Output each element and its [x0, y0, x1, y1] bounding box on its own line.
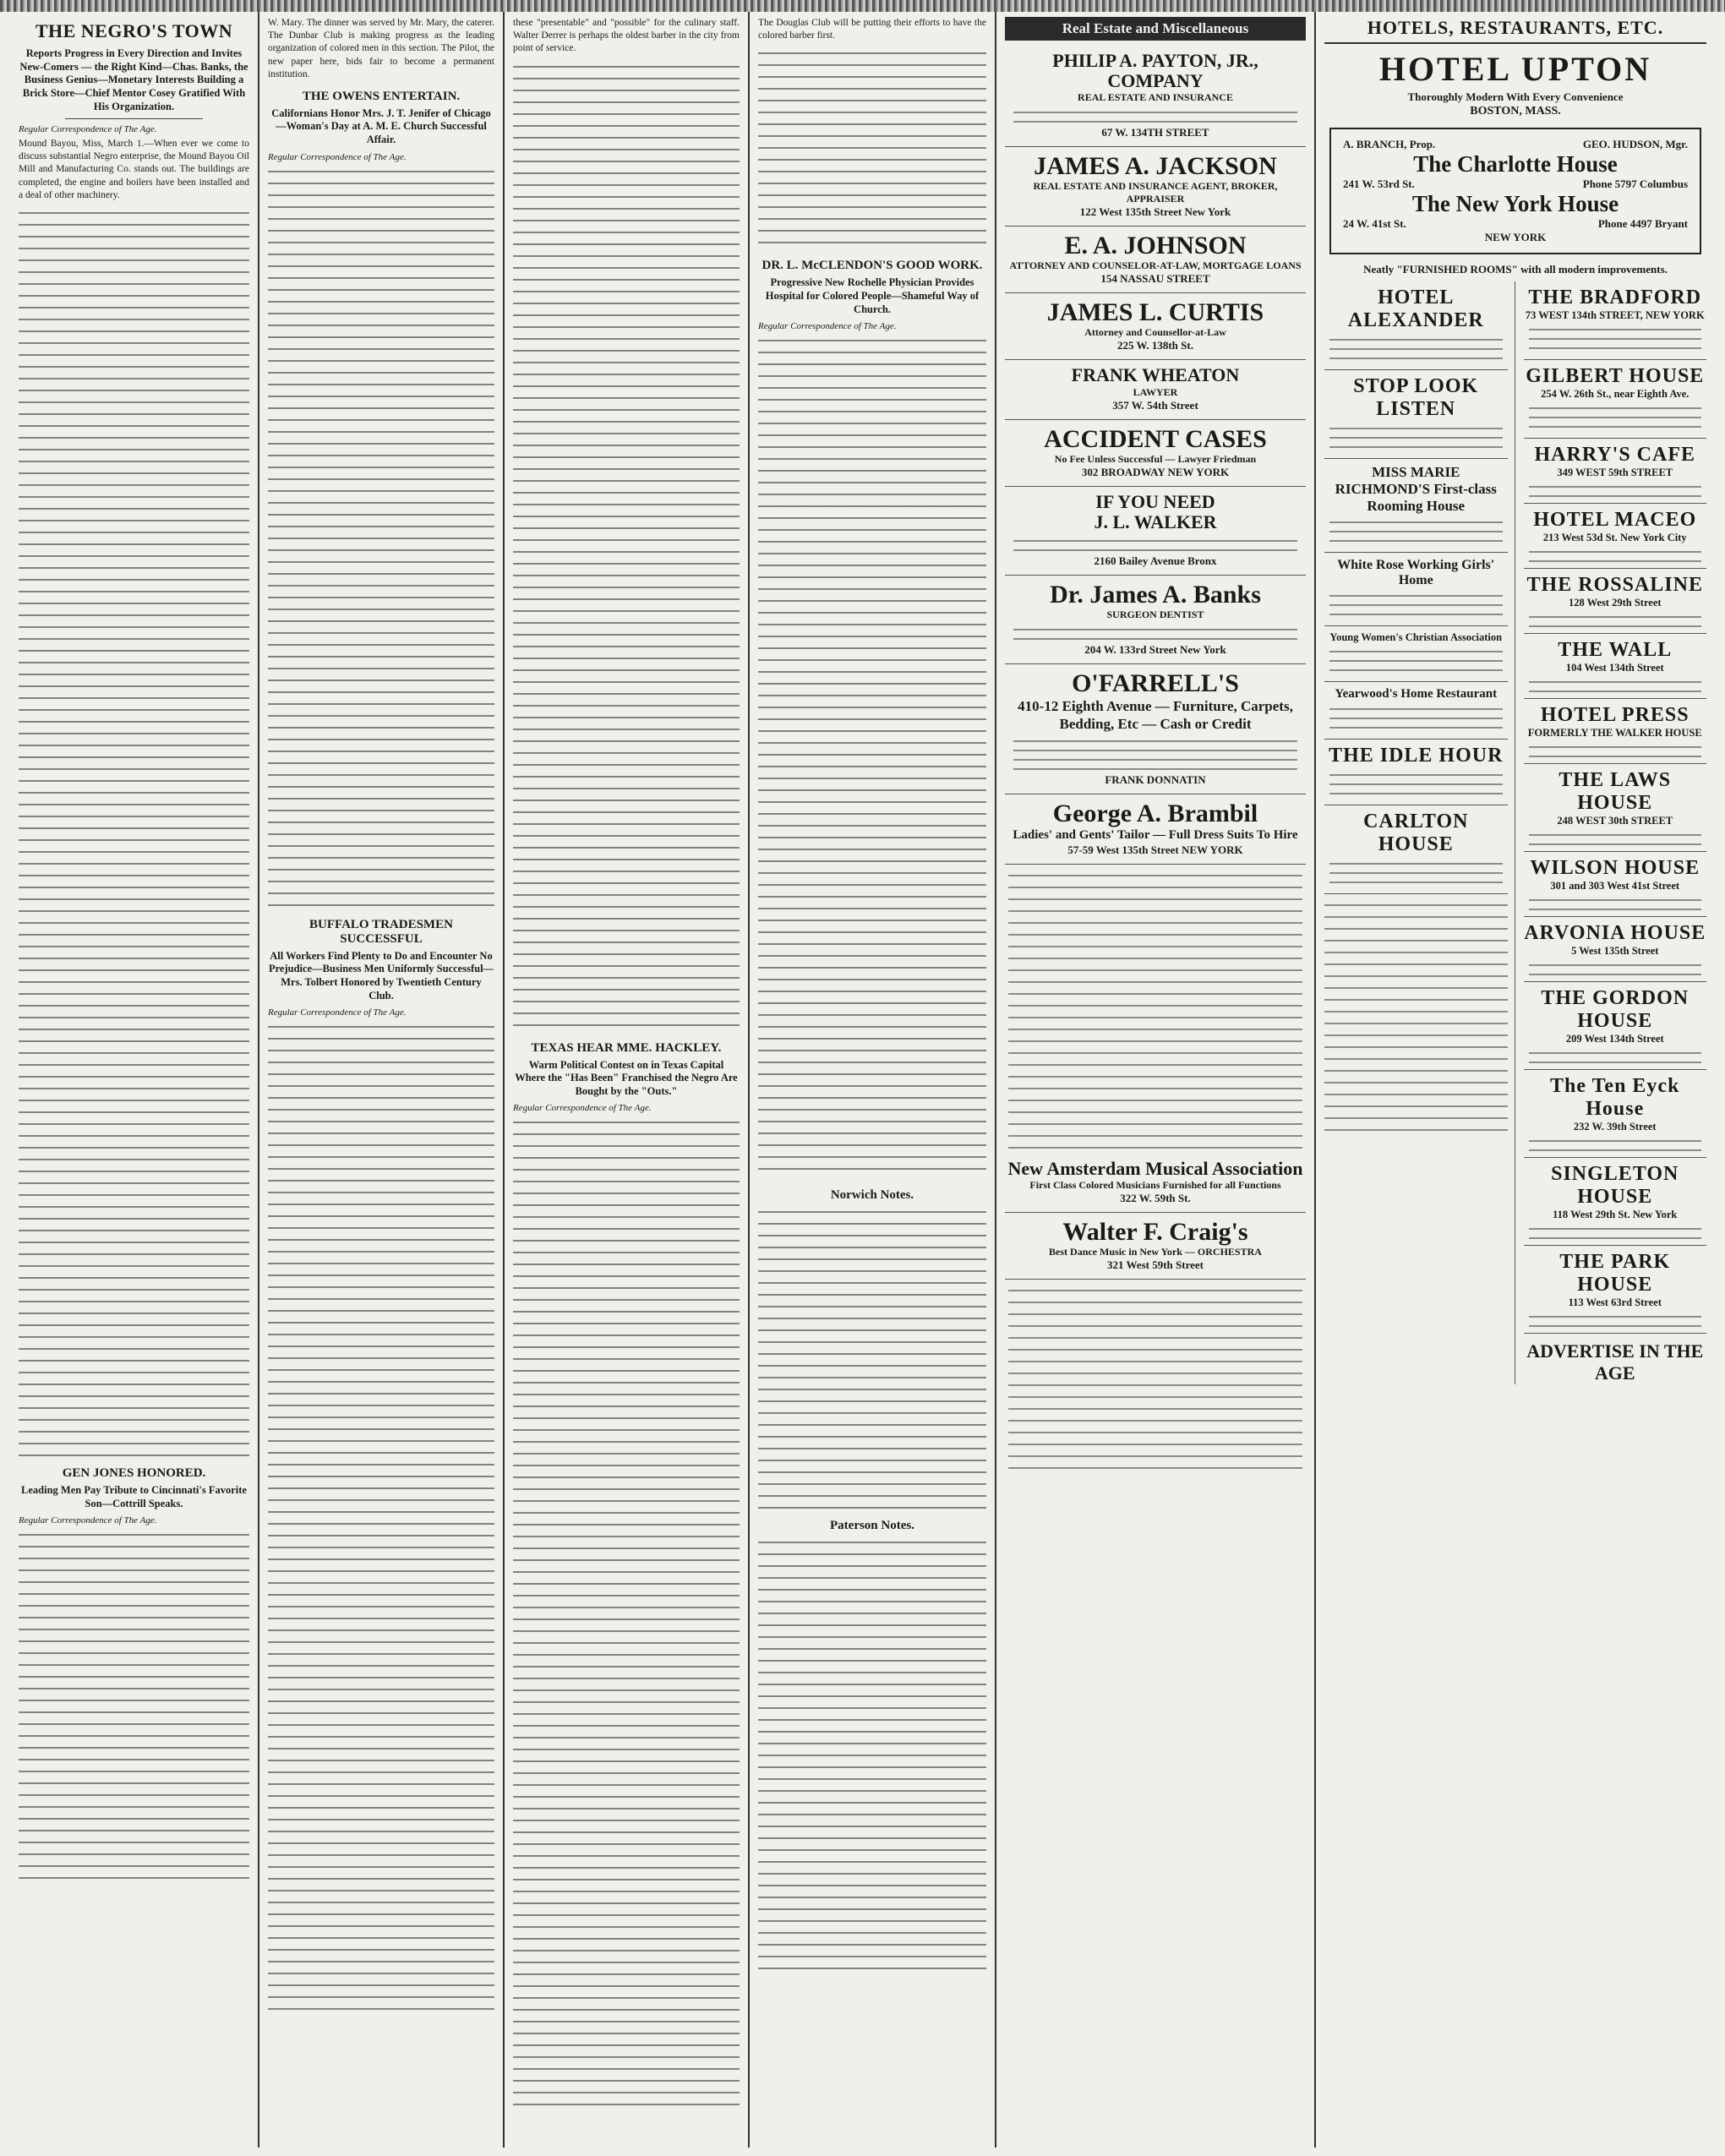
article-body-text: [758, 1206, 986, 1510]
ad-fine-print: [1013, 736, 1297, 773]
ad-sub: 410-12 Eighth Avenue — Furniture, Carpets, Bedding, Etc — Cash or Credit: [1018, 697, 1293, 733]
ad-fine-print: [1329, 591, 1503, 620]
hotel-name: THE LAWS HOUSE: [1559, 769, 1672, 814]
ad-address: 302 BROADWAY NEW YORK: [1081, 465, 1230, 478]
ad-fine-print: [1329, 423, 1503, 452]
hotel-name: THE BRADFORD: [1528, 287, 1702, 308]
hotel-name: STOP LOOK LISTEN: [1353, 375, 1479, 420]
hotel-ad: [1524, 1158, 1707, 1246]
ad-sub: First Class Colored Musicians Furnished for all Functions: [1029, 1179, 1281, 1192]
article-lead: The Douglas Club will be putting their efforts to have the colored barber first.: [758, 18, 986, 41]
column-4: [750, 12, 996, 2148]
ad-name: FRANK WHEATON: [1071, 364, 1240, 386]
ad-fine-print: [1013, 536, 1297, 554]
column-5-ads: [996, 12, 1316, 2148]
hotel-address: 73 WEST 134th STREET, NEW YORK: [1525, 309, 1705, 321]
ad-name: George A. Brambil: [1052, 800, 1258, 828]
box-phone: Phone 4497 Bryant: [1597, 216, 1688, 230]
ad-wheaton: [1005, 360, 1306, 419]
headline: TEXAS HEAR MME. HACKLEY.: [531, 1040, 722, 1055]
byline: Regular Correspondence of The Age.: [19, 124, 157, 135]
ad-walker: [1005, 487, 1306, 576]
ad-fine-print: [1529, 403, 1702, 432]
article-body-text: [758, 335, 986, 1180]
hotel-name: HOTEL ALEXANDER: [1347, 287, 1484, 331]
article-body-text: [19, 207, 249, 1458]
ad-address: FRANK DONNATIN: [1105, 773, 1206, 787]
hotel-address: 118 West 29th St. New York: [1553, 1209, 1678, 1220]
article-body-text: [758, 1536, 986, 1976]
ad-name: JAMES L. CURTIS: [1046, 298, 1264, 327]
article-body-text: [268, 166, 494, 909]
ad-white-rose: [1324, 553, 1508, 626]
hotel-name: HARRY'S CAFE: [1534, 444, 1695, 466]
ad-fine-print: [1329, 704, 1503, 733]
headline: Paterson Notes.: [830, 1519, 914, 1533]
hotel-address: 104 West 134th Street: [1565, 662, 1664, 674]
hotel-address: 213 West 53d St. New York City: [1542, 532, 1687, 543]
ad-fine-print: [1529, 895, 1702, 910]
ad-alexander: [1324, 281, 1508, 370]
hotel-address: 5 West 135th Street: [1571, 945, 1659, 957]
byline: Regular Correspondence of The Age.: [19, 1515, 157, 1526]
ad-sub: REAL ESTATE AND INSURANCE AGENT, BROKER, APPRAISER: [1033, 180, 1278, 205]
column-6-hotels: [1316, 12, 1715, 2148]
hotel-listings: [1324, 281, 1706, 1384]
ad-sub: J. L. WALKER: [1094, 510, 1217, 532]
hotel-ad: [1524, 982, 1707, 1070]
ad-fine-print: [1529, 612, 1702, 627]
hotel-ad: [1524, 569, 1707, 634]
hotel-ad: [1524, 439, 1707, 504]
headline: THE NEGRO'S TOWN: [35, 20, 233, 41]
ad-name: Dr. James A. Banks: [1050, 580, 1261, 609]
hotel-name: HOTEL PRESS: [1540, 704, 1690, 726]
ad-richmond: [1324, 459, 1508, 553]
article-body-text: [758, 47, 986, 250]
hotel-address: 128 West 29th Street: [1568, 597, 1662, 609]
ad-fine-print: [1529, 1224, 1702, 1239]
ad-fine-print: [1013, 625, 1297, 643]
ad-sub: Best Dance Music in New York — ORCHESTRA: [1049, 1246, 1262, 1258]
ad-name: O'FARRELL'S: [1072, 669, 1239, 697]
article-body-text: [1008, 870, 1302, 1149]
deck: Progressive New Rochelle Physician Provides Hospital for Colored People—Shameful Way of Church.: [765, 276, 980, 315]
box-address: 241 W. 53rd St.: [1343, 177, 1415, 190]
box-proprietors: [1343, 138, 1688, 151]
ad-address: 204 W. 133rd Street New York: [1084, 642, 1226, 656]
hotel-ad: [1524, 281, 1707, 360]
hotel-ad: [1524, 360, 1707, 439]
ad-address: 321 West 59th Street: [1107, 1258, 1204, 1272]
box-prop-left: A. BRANCH, Prop.: [1343, 137, 1436, 150]
ad-craig: [1005, 1213, 1306, 1280]
ad-fine-print: [1329, 859, 1503, 887]
hotel-ad: [1524, 764, 1707, 852]
hotel-name: The Charlotte House: [1413, 150, 1618, 177]
ad-sub: LAWYER: [1133, 385, 1178, 398]
deck: All Workers Find Plenty to Do and Encounter No Prejudice—Business Men Uniformly Successful—Mrs. Tolbert Honored by Twentieth Century Club.: [268, 949, 494, 1002]
hotel-upton-address: BOSTON, MASS.: [1470, 105, 1561, 118]
ad-name: PHILIP A. PAYTON, JR., COMPANY: [1052, 50, 1258, 92]
ad-fine-print: [1329, 517, 1503, 546]
ad-new-amsterdam: [1005, 1154, 1306, 1213]
hotel-name: THE ROSSALINE: [1526, 574, 1703, 596]
ad-fine-print: [1529, 547, 1702, 562]
hotel-name: THE IDLE HOUR: [1329, 745, 1504, 767]
hotel-subcol-right: [1524, 281, 1707, 1384]
hotel-ad: [1524, 634, 1707, 699]
hotel-name: WILSON HOUSE: [1530, 857, 1700, 879]
ad-address: 154 NASSAU STREET: [1100, 272, 1210, 286]
box-city: [1343, 231, 1688, 244]
ad-sub: No Fee Unless Successful — Lawyer Friedman: [1054, 452, 1257, 465]
article-lead: Mound Bayou, Miss, March 1.—When ever we come to discuss substantial Negro enterprise, the Mound Bayou Oil Mill and Manufacturing Co. stands out. The buildings are completed, the engine and boilers have been installed and a deal of other machinery.: [19, 139, 249, 200]
ad-accident: [1005, 420, 1306, 487]
article-lead: these "presentable" and "possible" for the culinary staff. Walter Derrer is perhaps the oldest barber in the city from point of service.: [513, 18, 740, 54]
ad-name: IF YOU NEED: [1095, 490, 1215, 512]
byline: Regular Correspondence of The Age.: [513, 1103, 652, 1114]
hotel-name: White Rose Working Girls' Home: [1337, 558, 1495, 587]
charlotte-newyork-box: [1329, 128, 1701, 254]
ad-fine-print: [1529, 677, 1702, 692]
hotel-upton-title: HOTEL UPTON: [1378, 50, 1652, 88]
hotel-name: GILBERT HOUSE: [1526, 365, 1705, 387]
hotel-ad: [1524, 917, 1707, 982]
ad-sub: REAL ESTATE AND INSURANCE: [1078, 91, 1233, 104]
section-band: HOTELS, RESTAURANTS, ETC.: [1324, 17, 1706, 44]
hotel-name: MISS MARIE RICHMOND'S First-class Rooming House: [1335, 464, 1497, 514]
deck: Leading Men Pay Tribute to Cincinnati's Favorite Son—Cottrill Speaks.: [21, 1483, 247, 1509]
hotel-ad: [1524, 1246, 1707, 1334]
ad-sub: ATTORNEY AND COUNSELOR-AT-LAW, MORTGAGE LOANS: [1009, 259, 1302, 272]
byline: Regular Correspondence of The Age.: [268, 151, 407, 162]
ad-sub: Attorney and Counsellor-at-Law: [1084, 326, 1226, 339]
hotel-upton-sub: Thoroughly Modern With Every Convenience: [1407, 90, 1624, 103]
ad-fine-print: [1529, 742, 1702, 757]
ad-address: 122 West 135th Street New York: [1079, 205, 1231, 219]
hotel-name: The New York House: [1411, 190, 1619, 216]
article-body-text: [513, 1116, 740, 2114]
byline: Regular Correspondence of The Age.: [758, 321, 897, 332]
column-3: [505, 12, 750, 2148]
byline: Regular Correspondence of The Age.: [268, 1007, 407, 1018]
ad-fine-print: [1529, 960, 1702, 975]
ad-fine-print: [1529, 482, 1702, 497]
ad-sub: Ladies' and Gents' Tailor — Full Dress Suits To Hire: [1013, 828, 1298, 843]
hotel-address: 254 W. 26th St., near Eighth Ave.: [1541, 388, 1690, 400]
masthead-strip: [0, 0, 1725, 12]
section-band: Real Estate and Miscellaneous: [1005, 17, 1306, 41]
box-tagline: Neatly "FURNISHED ROOMS" with all modern improvements.: [1363, 262, 1668, 276]
hotel-ad: [1524, 699, 1707, 764]
ad-payton: [1005, 46, 1306, 147]
ad-fine-print: [1529, 1136, 1702, 1151]
headline: Norwich Notes.: [830, 1188, 914, 1203]
ad-sub: SURGEON DENTIST: [1106, 608, 1204, 620]
hotel-address: 113 West 63rd Street: [1568, 1296, 1662, 1308]
ad-stop: [1324, 370, 1508, 459]
hotel-name: THE GORDON HOUSE: [1541, 987, 1690, 1032]
hotel-name: THE PARK HOUSE: [1559, 1251, 1671, 1296]
hotel-ad: [1524, 504, 1707, 569]
box-row: [1343, 177, 1688, 191]
ad-address: 57-59 West 135th Street NEW YORK: [1067, 843, 1243, 857]
hotel-ad: [1524, 1070, 1707, 1158]
ad-fine-print: [1329, 335, 1503, 363]
hotel-address: 232 W. 39th Street: [1573, 1121, 1657, 1133]
ad-address: 225 W. 138th St.: [1117, 339, 1193, 352]
hotel-name: SINGLETON HOUSE: [1551, 1163, 1679, 1208]
hotel-ad: [1524, 852, 1707, 917]
hotel-address: 349 WEST 59th STREET: [1557, 467, 1673, 478]
ad-yearwood: [1324, 682, 1508, 740]
hotel-address: FORMERLY THE WALKER HOUSE: [1527, 727, 1702, 739]
ad-ofarrells: [1005, 664, 1306, 795]
article-body-text: [268, 1021, 494, 2018]
ad-johnson: [1005, 227, 1306, 293]
headline: BUFFALO TRADESMEN SUCCESSFUL: [309, 917, 453, 946]
hotel-address: 248 WEST 30th STREET: [1557, 815, 1673, 827]
headline: DR. L. McCLENDON'S GOOD WORK.: [762, 259, 983, 273]
ad-brambil: [1005, 794, 1306, 865]
closing-banner: ADVERTISE IN THE AGE: [1526, 1340, 1704, 1384]
ad-address: 322 W. 59th St.: [1120, 1192, 1191, 1205]
box-phone: Phone 5797 Columbus: [1582, 177, 1688, 190]
headline: THE OWENS ENTERTAIN.: [302, 89, 461, 103]
ad-address: 2160 Bailey Avenue Bronx: [1094, 554, 1217, 567]
ad-name: JAMES A. JACKSON: [1034, 152, 1277, 181]
ad-address: 357 W. 54th Street: [1112, 398, 1198, 412]
hotel-name: The Ten Eyck House: [1550, 1075, 1680, 1120]
hotel-name: Young Women's Christian Association: [1329, 631, 1503, 643]
hotel-address: 301 and 303 West 41st Street: [1550, 880, 1680, 892]
hotel-name: CARLTON HOUSE: [1363, 811, 1469, 855]
article-body-text: [1008, 1285, 1302, 1471]
divider: [65, 118, 204, 119]
box-prop-right: GEO. HUDSON, Mgr.: [1582, 137, 1688, 150]
ad-address: 67 W. 134TH STREET: [1101, 126, 1209, 139]
hotel-name: ARVONIA HOUSE: [1524, 922, 1706, 944]
article-body-text: [1324, 899, 1508, 1136]
ad-curtis: [1005, 293, 1306, 360]
ad-idle-hour: [1324, 740, 1508, 805]
hotel-name: Yearwood's Home Restaurant: [1335, 687, 1498, 701]
ad-fine-print: [1329, 647, 1503, 675]
article-body-text: [513, 61, 740, 1033]
column-2: [259, 12, 505, 2148]
deck: Californians Honor Mrs. J. T. Jenifer of Chicago—Woman's Day at A. M. E. Church Successful Affair.: [271, 106, 491, 146]
hotel-name: HOTEL MACEO: [1533, 509, 1697, 531]
ad-name: E. A. JOHNSON: [1064, 232, 1247, 260]
box-row: [1343, 217, 1688, 231]
ad-fine-print: [1529, 830, 1702, 845]
hotel-name: THE WALL: [1558, 639, 1673, 661]
ad-name: New Amsterdam Musical Association: [1007, 1158, 1303, 1180]
headline: GEN JONES HONORED.: [62, 1466, 206, 1480]
ad-fine-print: [1529, 1048, 1702, 1063]
deck: Warm Political Contest on in Texas Capital Where the "Has Been" Franchised the Negro Are Bought by the "Outs.": [515, 1058, 738, 1097]
ad-fine-print: [1329, 770, 1503, 799]
column-1: [10, 12, 259, 2148]
ad-name: Walter F. Craig's: [1062, 1218, 1248, 1247]
hotel-subcol-left: [1324, 281, 1515, 1384]
ad-carlton: [1324, 805, 1508, 894]
ad-banks: [1005, 576, 1306, 664]
box-address: 24 W. 41st St.: [1343, 216, 1406, 230]
deck: Reports Progress in Every Direction and Invites New-Comers — the Right Kind—Chas. Banks, the Business Genius—Monetary Interests Building a Brick Store—Chief Mentor Cosey Gratified With His Organization.: [19, 47, 248, 112]
article-lead: W. Mary. The dinner was served by Mr. Mary, the caterer. The Dunbar Club is making progress as the leading organization of colored men in this section. The Pilot, the new paper here, bids fair to become a permanent institution.: [268, 18, 494, 79]
article-body-text: [19, 1529, 249, 1884]
hotel-address: 209 West 134th Street: [1565, 1033, 1664, 1045]
ad-fine-print: [1529, 1312, 1702, 1327]
box-city-label: NEW YORK: [1484, 230, 1547, 243]
ad-name: ACCIDENT CASES: [1044, 424, 1267, 453]
ad-ywca: [1324, 626, 1508, 682]
columns: [10, 12, 1715, 2148]
ad-jackson: [1005, 147, 1306, 227]
ad-fine-print: [1013, 107, 1297, 126]
ad-fine-print: [1529, 325, 1702, 353]
